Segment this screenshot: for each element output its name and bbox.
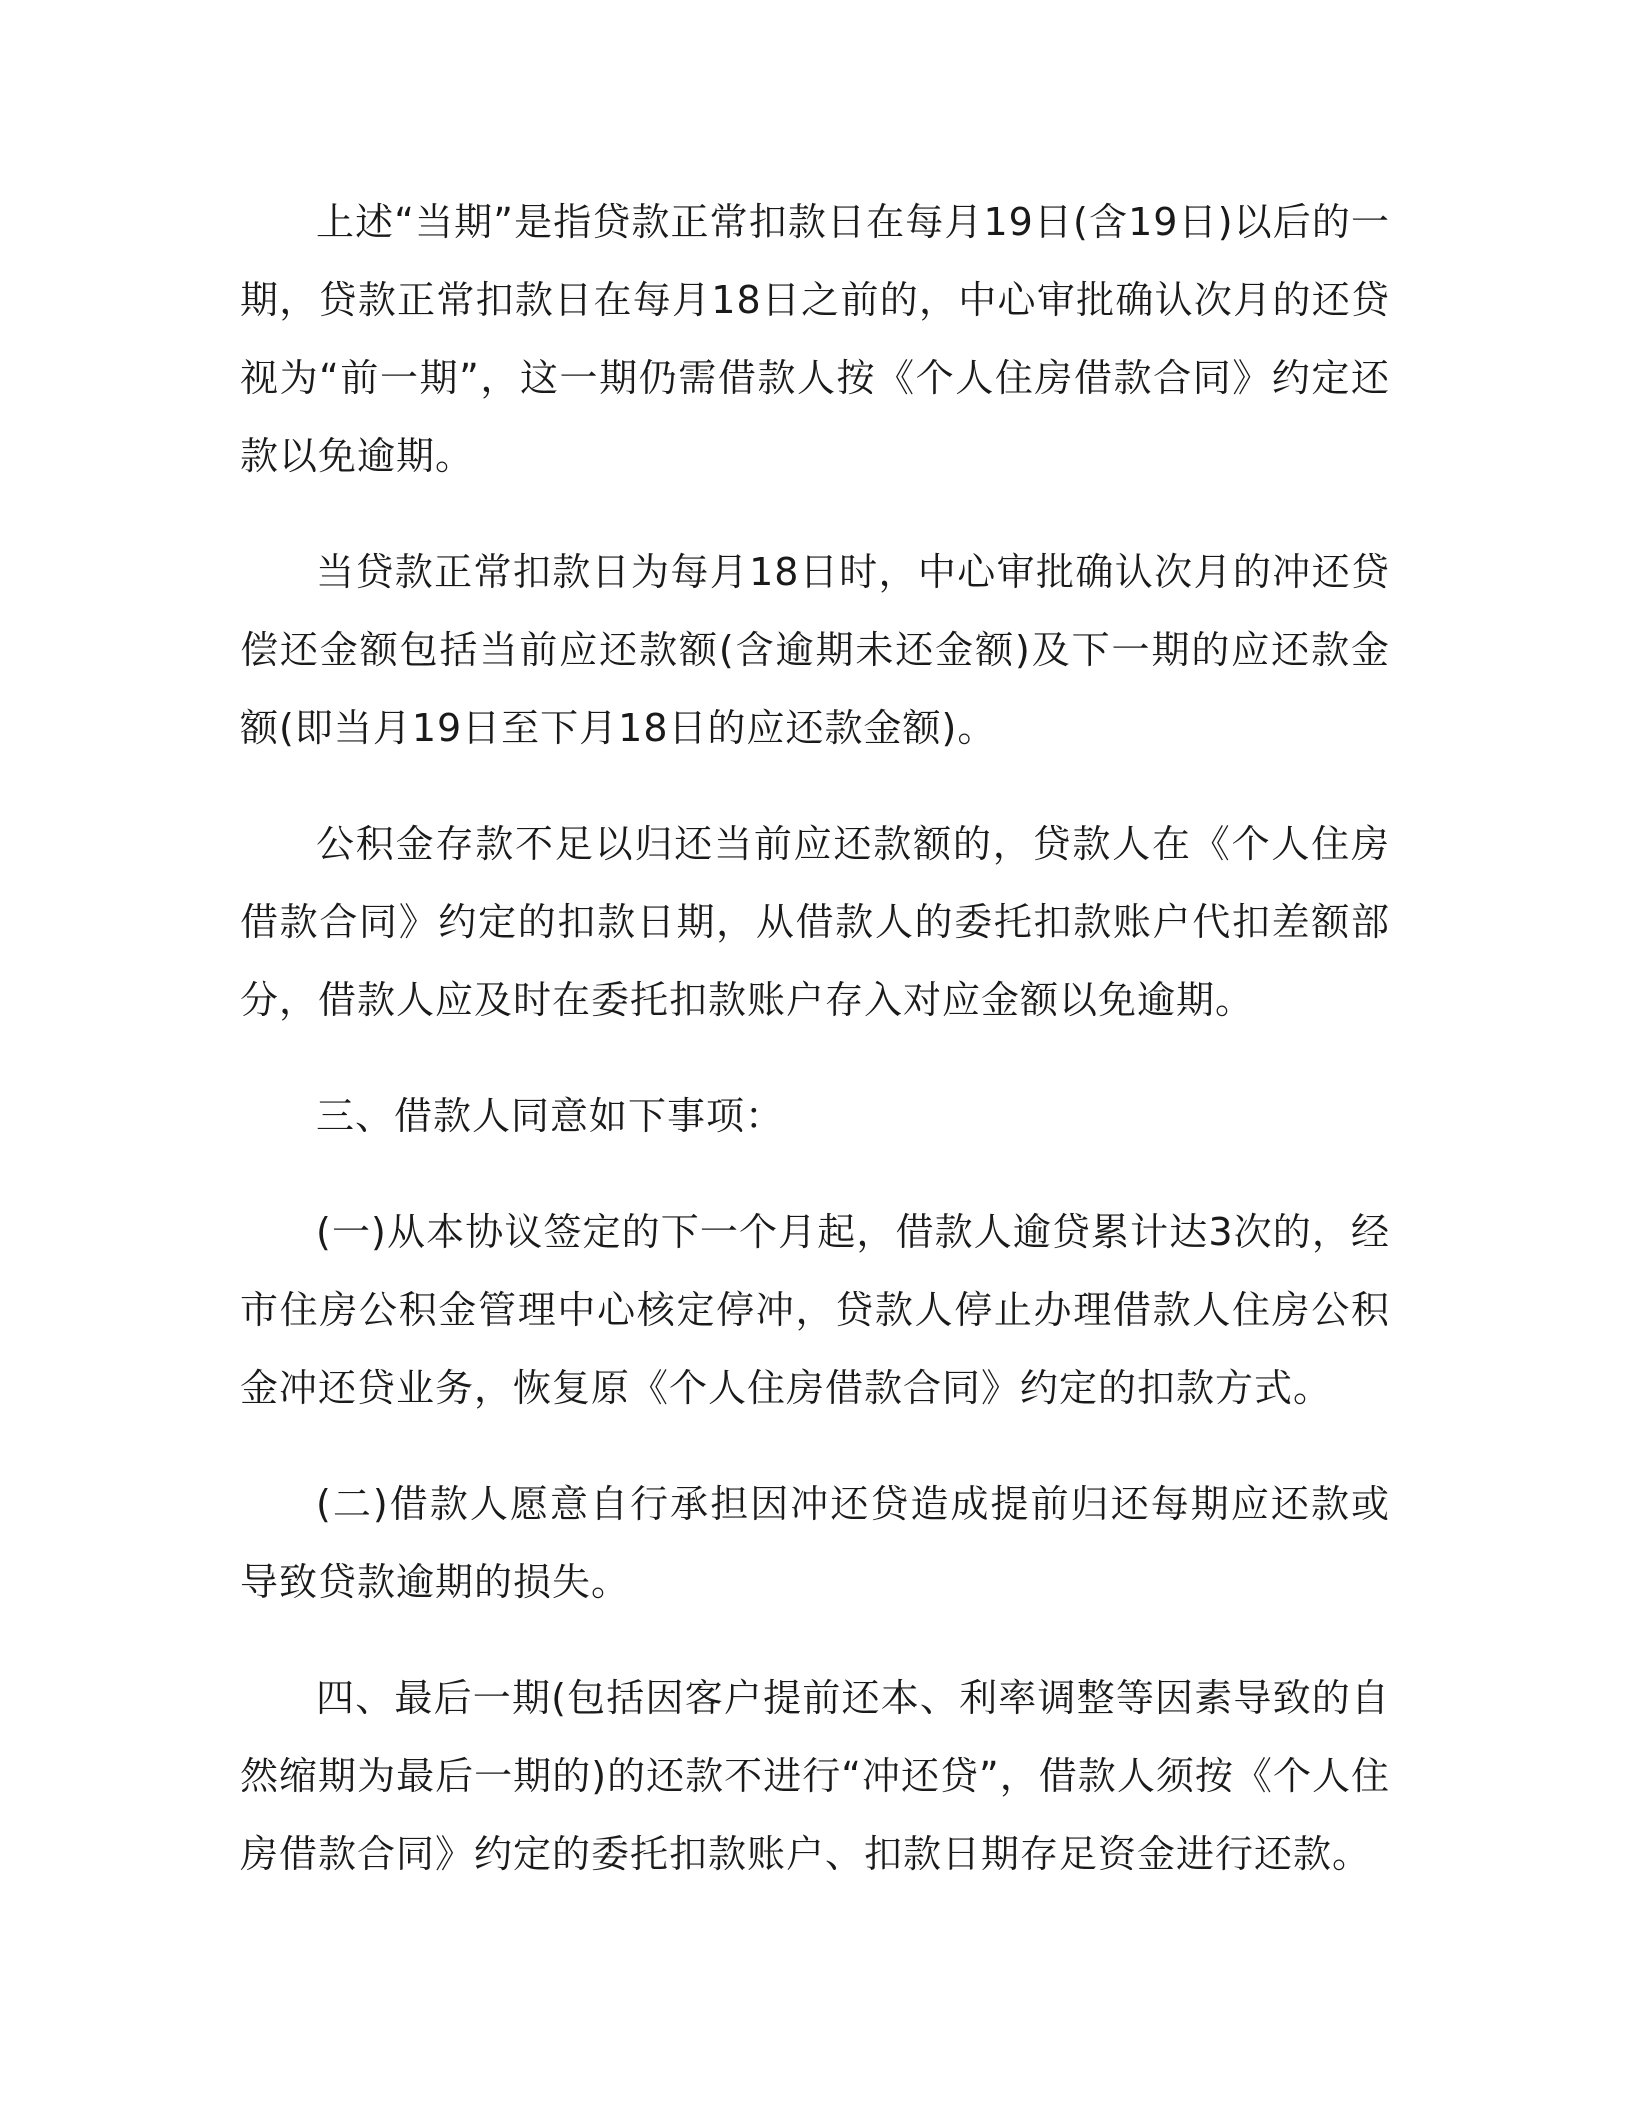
clause-one: (一)从本协议签定的下一个月起，借款人逾贷累计达3次的，经市住房公积金管理中心核定停冲，贷款人停止办理借款人住房公积金冲还贷业务，恢复原《个人住房借款合同》约定的扣款方式。 [240, 1210, 1390, 1410]
section-four-final-period: 四、最后一期(包括因客户提前还本、利率调整等因素导致的自然缩期为最后一期的)的还款不进行“冲还贷”，借款人须按《个人住房借款合同》约定的委托扣款账户、扣款日期存足资金进行还款。 [240, 1676, 1390, 1876]
paragraph-current-period-definition: 上述“当期”是指贷款正常扣款日在每月19日(含19日)以后的一期，贷款正常扣款日在每月18日之前的，中心审批确认次月的还贷视为“前一期”，这一期仍需借款人按《个人住房借款合同》约定还款以免逾期。 [240, 200, 1390, 478]
clause-two: (二)借款人愿意自行承担因冲还贷造成提前归还每期应还款或导致贷款逾期的损失。 [240, 1482, 1390, 1604]
section-heading-three: 三、借款人同意如下事项： [316, 1094, 785, 1138]
paragraph-insufficient-deposit: 公积金存款不足以归还当前应还款额的，贷款人在《个人住房借款合同》约定的扣款日期，从借款人的委托扣款账户代扣差额部分，借款人应及时在委托扣款账户存入对应金额以免逾期。 [240, 822, 1390, 1022]
paragraph-deduction-day-18: 当贷款正常扣款日为每月18日时，中心审批确认次月的冲还贷偿还金额包括当前应还款额(含逾期未还金额)及下一期的应还款金额(即当月19日至下月18日的应还款金额)。 [240, 550, 1390, 750]
document-body [240, 183, 1390, 1931]
